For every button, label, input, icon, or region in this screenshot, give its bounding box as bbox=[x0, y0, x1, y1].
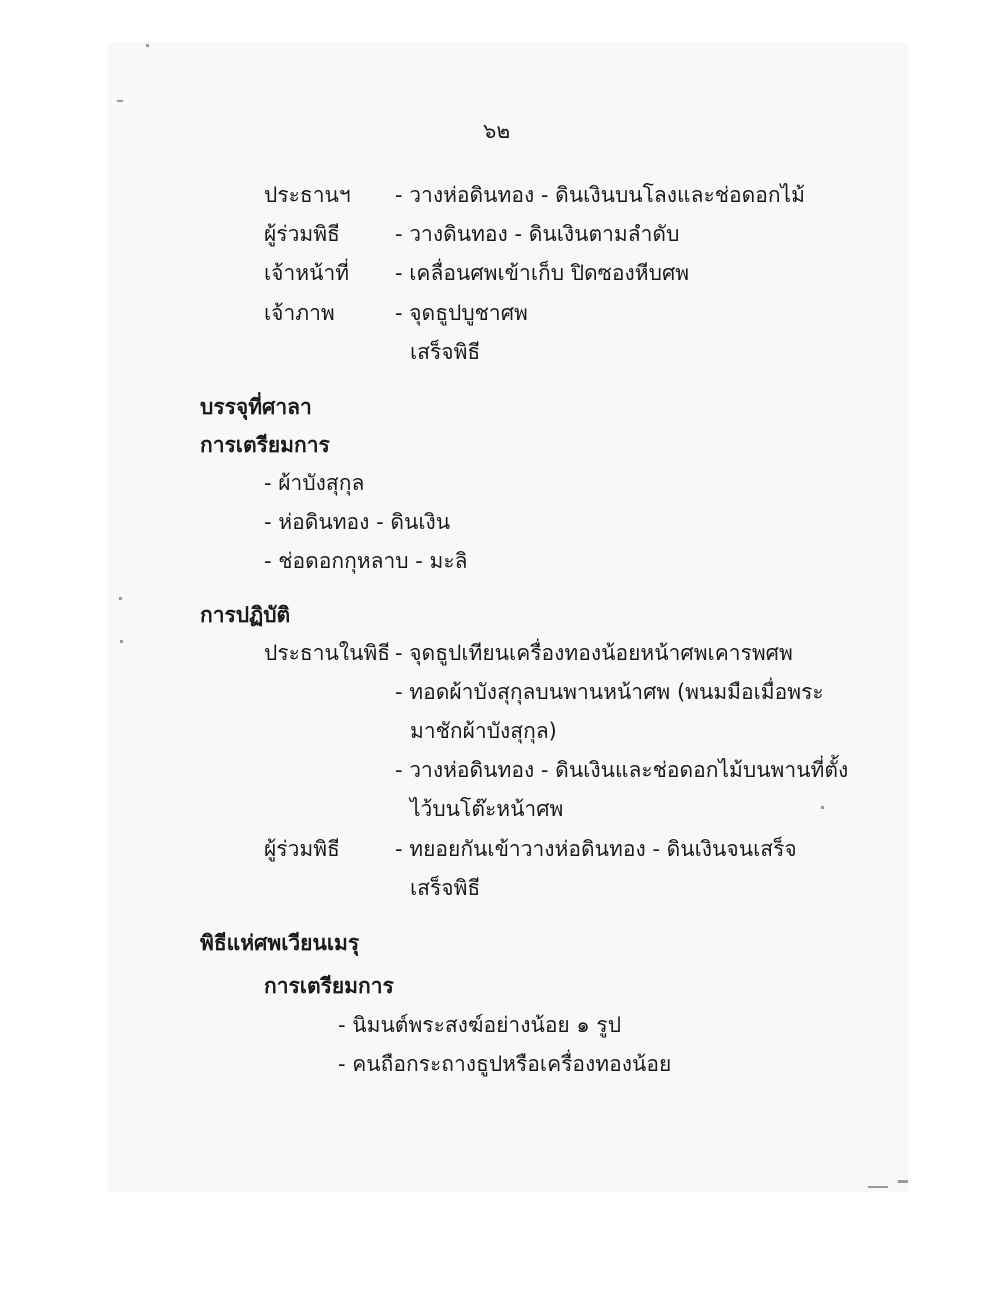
scan-speck bbox=[146, 44, 149, 47]
scan-speck bbox=[120, 640, 123, 643]
action-text: ไว้บนโต๊ะหน้าศพ bbox=[410, 797, 564, 821]
role-label: เจ้าหน้าที่ bbox=[264, 261, 350, 285]
role-label: ผู้ร่วมพิธี bbox=[264, 837, 340, 861]
scan-speck bbox=[119, 597, 122, 600]
action-text: มาชักผ้าบังสุกุล) bbox=[410, 719, 557, 743]
subsection-heading: การเตรียมการ bbox=[200, 433, 330, 457]
scan-speck bbox=[821, 806, 824, 809]
closing-text: เสร็จพิธี bbox=[410, 340, 481, 364]
list-item: - นิมนต์พระสงฆ์อย่างน้อย ๑ รูป bbox=[338, 1013, 622, 1037]
list-item: - ห่อดินทอง - ดินเงิน bbox=[264, 510, 451, 534]
page-number: ๖๒ bbox=[483, 119, 511, 143]
closing-text: เสร็จพิธี bbox=[410, 876, 481, 900]
section-heading: พิธีแห่ศพเวียนเมรุ bbox=[200, 931, 360, 955]
subsection-heading: การเตรียมการ bbox=[264, 974, 394, 998]
action-text: - เคลื่อนศพเข้าเก็บ ปิดซองหีบศพ bbox=[395, 261, 690, 285]
action-text: - วางห่อดินทอง - ดินเงินและช่อดอกไม้บนพานที่ตั้ง bbox=[395, 758, 849, 782]
action-text: - วางห่อดินทอง - ดินเงินบนโลงและช่อดอกไม้ bbox=[395, 183, 805, 207]
role-label: เจ้าภาพ bbox=[264, 301, 335, 325]
role-label: ประธานในพิธี bbox=[264, 641, 391, 665]
list-item: - คนถือกระถางธูปหรือเครื่องทองน้อย bbox=[338, 1052, 672, 1076]
scan-speck bbox=[868, 1186, 888, 1188]
action-text: - ทอดผ้าบังสุกุลบนพานหน้าศพ (พนมมือเมื่อพระ bbox=[395, 680, 824, 704]
action-text: - วางดินทอง - ดินเงินตามลำดับ bbox=[395, 222, 680, 246]
action-text: - จุดธูปเทียนเครื่องทองน้อยหน้าศพเคารพศพ bbox=[395, 641, 793, 665]
role-label: ประธานฯ bbox=[264, 183, 351, 207]
list-item: - ช่อดอกกุหลาบ - มะลิ bbox=[264, 549, 468, 573]
section-heading: บรรจุที่ศาลา bbox=[200, 395, 312, 419]
subsection-heading: การปฏิบัติ bbox=[200, 603, 291, 627]
action-text: - ทยอยกันเข้าวางห่อดินทอง - ดินเงินจนเสร็จ bbox=[395, 837, 797, 861]
action-text: - จุดธูปบูชาศพ bbox=[395, 301, 528, 325]
scan-speck bbox=[117, 100, 123, 102]
list-item: - ผ้าบังสุกุล bbox=[264, 471, 365, 495]
scan-speck bbox=[898, 1180, 908, 1183]
role-label: ผู้ร่วมพิธี bbox=[264, 222, 340, 246]
